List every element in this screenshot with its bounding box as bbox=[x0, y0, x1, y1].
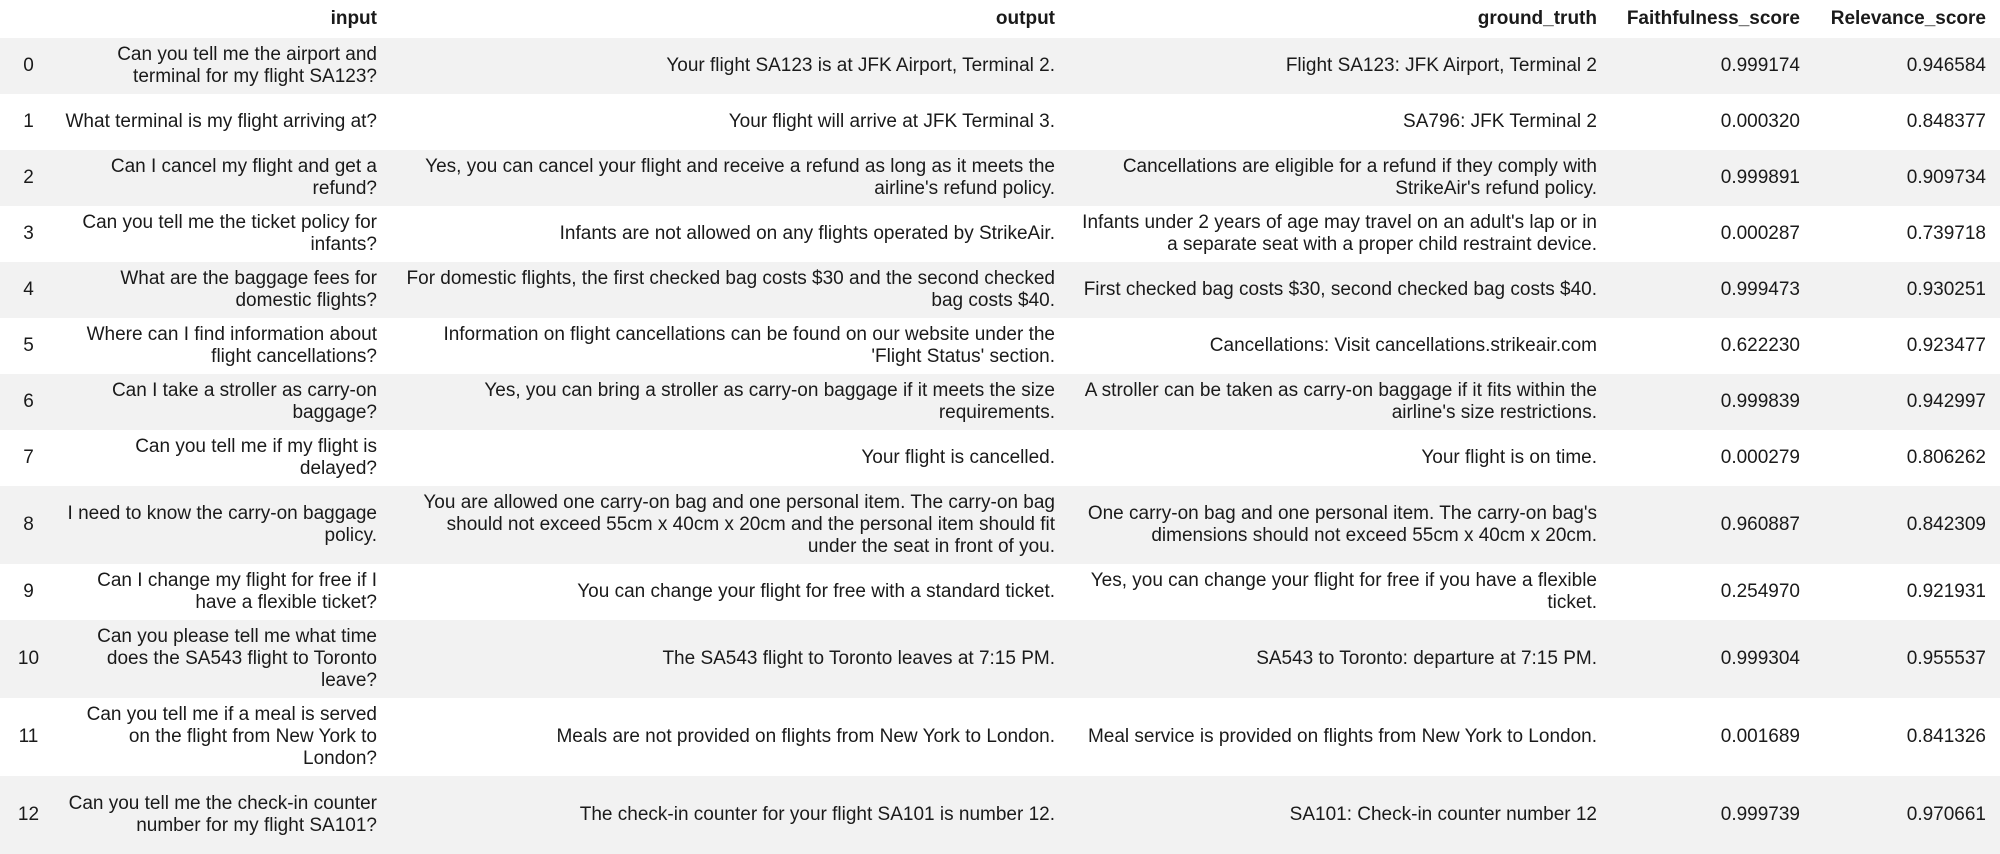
cell-output: For domestic flights, the first checked bag costs $30 and the second checked bag costs $40. bbox=[391, 262, 1069, 318]
cell-ground-truth: Cancellations are eligible for a refund if they comply with StrikeAir's refund policy. bbox=[1069, 150, 1611, 206]
cell-faithfulness-score: 0.960887 bbox=[1611, 486, 1814, 564]
cell-ground-truth: Yes, you can change your flight for free if you have a flexible ticket. bbox=[1069, 564, 1611, 620]
cell-output: You can change your flight for free with a standard ticket. bbox=[391, 564, 1069, 620]
header-row bbox=[0, 0, 2000, 38]
table-row bbox=[0, 206, 2000, 262]
header-relevance-score: Relevance_score bbox=[1814, 0, 2000, 38]
row-index: 5 bbox=[0, 318, 57, 374]
cell-output: Yes, you can bring a stroller as carry-on baggage if it meets the size requirements. bbox=[391, 374, 1069, 430]
row-index: 9 bbox=[0, 564, 57, 620]
cell-input: Can I change my flight for free if I have a flexible ticket? bbox=[57, 564, 391, 620]
cell-ground-truth: Infants under 2 years of age may travel on an adult's lap or in a separate seat with a proper child restraint device. bbox=[1069, 206, 1611, 262]
cell-input: I need to know the carry-on baggage policy. bbox=[57, 486, 391, 564]
cell-relevance-score: 0.923477 bbox=[1814, 318, 2000, 374]
table-row bbox=[0, 776, 2000, 854]
table-row bbox=[0, 374, 2000, 430]
cell-input: Can you tell me if my flight is delayed? bbox=[57, 430, 391, 486]
table-header bbox=[0, 0, 2000, 38]
cell-input: Can you tell me the airport and terminal for my flight SA123? bbox=[57, 38, 391, 94]
cell-output: You are allowed one carry-on bag and one personal item. The carry-on bag should not exceed 55cm x 40cm x 20cm and the personal item should fit under the seat in front of you. bbox=[391, 486, 1069, 564]
cell-faithfulness-score: 0.001689 bbox=[1611, 698, 1814, 776]
cell-faithfulness-score: 0.000287 bbox=[1611, 206, 1814, 262]
row-index: 7 bbox=[0, 430, 57, 486]
table-row bbox=[0, 486, 2000, 564]
cell-relevance-score: 0.955537 bbox=[1814, 620, 2000, 698]
table-row bbox=[0, 38, 2000, 94]
cell-ground-truth: A stroller can be taken as carry-on baggage if it fits within the airline's size restrictions. bbox=[1069, 374, 1611, 430]
cell-faithfulness-score: 0.999174 bbox=[1611, 38, 1814, 94]
cell-input: Can you tell me the ticket policy for infants? bbox=[57, 206, 391, 262]
cell-input: Can you tell me the check-in counter number for my flight SA101? bbox=[57, 776, 391, 854]
cell-relevance-score: 0.806262 bbox=[1814, 430, 2000, 486]
header-input: input bbox=[57, 0, 391, 38]
cell-input: Can I cancel my flight and get a refund? bbox=[57, 150, 391, 206]
table-row bbox=[0, 620, 2000, 698]
row-index: 11 bbox=[0, 698, 57, 776]
cell-output: Your flight SA123 is at JFK Airport, Terminal 2. bbox=[391, 38, 1069, 94]
cell-faithfulness-score: 0.622230 bbox=[1611, 318, 1814, 374]
table-row bbox=[0, 430, 2000, 486]
cell-ground-truth: Your flight is on time. bbox=[1069, 430, 1611, 486]
row-index: 4 bbox=[0, 262, 57, 318]
table-row bbox=[0, 698, 2000, 776]
cell-output: Infants are not allowed on any flights operated by StrikeAir. bbox=[391, 206, 1069, 262]
cell-ground-truth: Meal service is provided on flights from New York to London. bbox=[1069, 698, 1611, 776]
cell-output: Your flight will arrive at JFK Terminal 3. bbox=[391, 94, 1069, 150]
table-row bbox=[0, 94, 2000, 150]
cell-relevance-score: 0.921931 bbox=[1814, 564, 2000, 620]
cell-faithfulness-score: 0.254970 bbox=[1611, 564, 1814, 620]
header-faithfulness-score: Faithfulness_score bbox=[1611, 0, 1814, 38]
cell-output: The SA543 flight to Toronto leaves at 7:15 PM. bbox=[391, 620, 1069, 698]
cell-ground-truth: Cancellations: Visit cancellations.strikeair.com bbox=[1069, 318, 1611, 374]
table-row bbox=[0, 150, 2000, 206]
row-index: 10 bbox=[0, 620, 57, 698]
row-index: 8 bbox=[0, 486, 57, 564]
row-index: 6 bbox=[0, 374, 57, 430]
row-index: 1 bbox=[0, 94, 57, 150]
cell-output: Your flight is cancelled. bbox=[391, 430, 1069, 486]
cell-faithfulness-score: 0.999473 bbox=[1611, 262, 1814, 318]
cell-faithfulness-score: 0.000279 bbox=[1611, 430, 1814, 486]
cell-input: Where can I find information about flight cancellations? bbox=[57, 318, 391, 374]
row-index: 0 bbox=[0, 38, 57, 94]
cell-ground-truth: SA101: Check-in counter number 12 bbox=[1069, 776, 1611, 854]
table-row bbox=[0, 318, 2000, 374]
header-ground-truth: ground_truth bbox=[1069, 0, 1611, 38]
cell-relevance-score: 0.739718 bbox=[1814, 206, 2000, 262]
row-index: 3 bbox=[0, 206, 57, 262]
cell-input: Can I take a stroller as carry-on baggage? bbox=[57, 374, 391, 430]
cell-relevance-score: 0.946584 bbox=[1814, 38, 2000, 94]
header-output: output bbox=[391, 0, 1069, 38]
cell-relevance-score: 0.930251 bbox=[1814, 262, 2000, 318]
cell-input: What are the baggage fees for domestic flights? bbox=[57, 262, 391, 318]
cell-relevance-score: 0.842309 bbox=[1814, 486, 2000, 564]
cell-input: Can you please tell me what time does the SA543 flight to Toronto leave? bbox=[57, 620, 391, 698]
cell-ground-truth: First checked bag costs $30, second checked bag costs $40. bbox=[1069, 262, 1611, 318]
cell-ground-truth: Flight SA123: JFK Airport, Terminal 2 bbox=[1069, 38, 1611, 94]
cell-ground-truth: SA543 to Toronto: departure at 7:15 PM. bbox=[1069, 620, 1611, 698]
cell-ground-truth: One carry-on bag and one personal item. The carry-on bag's dimensions should not exceed 55cm x 40cm x 20cm. bbox=[1069, 486, 1611, 564]
header-index bbox=[0, 0, 57, 38]
cell-output: Yes, you can cancel your flight and receive a refund as long as it meets the airline's refund policy. bbox=[391, 150, 1069, 206]
cell-faithfulness-score: 0.999739 bbox=[1611, 776, 1814, 854]
cell-output: Meals are not provided on flights from New York to London. bbox=[391, 698, 1069, 776]
cell-relevance-score: 0.841326 bbox=[1814, 698, 2000, 776]
cell-faithfulness-score: 0.999839 bbox=[1611, 374, 1814, 430]
table-body bbox=[0, 38, 2000, 854]
cell-faithfulness-score: 0.999891 bbox=[1611, 150, 1814, 206]
row-index: 2 bbox=[0, 150, 57, 206]
cell-ground-truth: SA796: JFK Terminal 2 bbox=[1069, 94, 1611, 150]
cell-relevance-score: 0.942997 bbox=[1814, 374, 2000, 430]
cell-output: Information on flight cancellations can be found on our website under the 'Flight Status' section. bbox=[391, 318, 1069, 374]
cell-relevance-score: 0.909734 bbox=[1814, 150, 2000, 206]
row-index: 12 bbox=[0, 776, 57, 854]
cell-input: Can you tell me if a meal is served on the flight from New York to London? bbox=[57, 698, 391, 776]
cell-relevance-score: 0.848377 bbox=[1814, 94, 2000, 150]
cell-input: What terminal is my flight arriving at? bbox=[57, 94, 391, 150]
cell-output: The check-in counter for your flight SA101 is number 12. bbox=[391, 776, 1069, 854]
cell-faithfulness-score: 0.999304 bbox=[1611, 620, 1814, 698]
table-row bbox=[0, 262, 2000, 318]
cell-faithfulness-score: 0.000320 bbox=[1611, 94, 1814, 150]
table-row bbox=[0, 564, 2000, 620]
cell-relevance-score: 0.970661 bbox=[1814, 776, 2000, 854]
